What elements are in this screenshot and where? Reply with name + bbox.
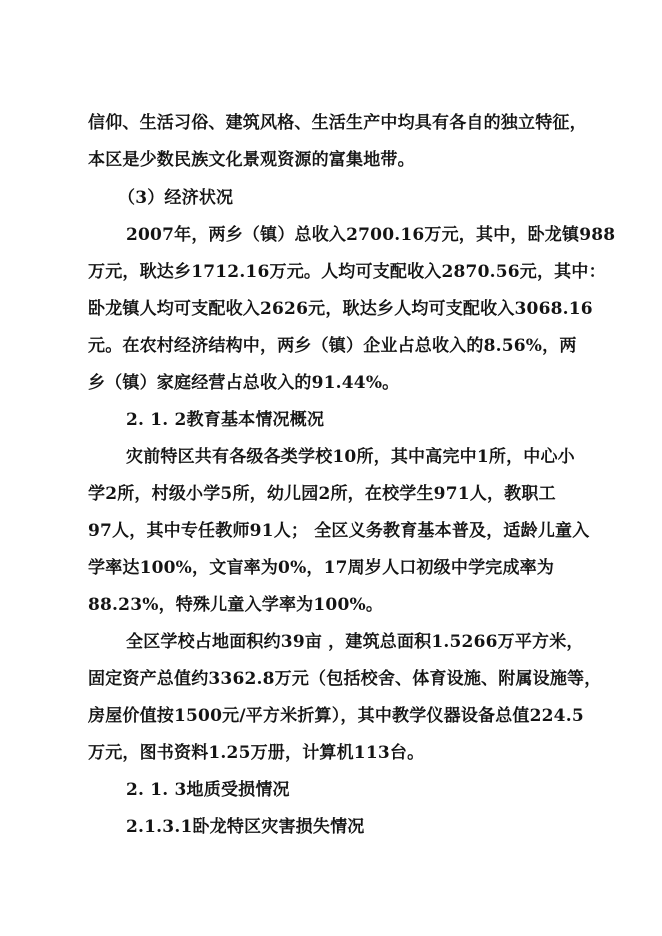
- text-line: 全区学校占地面积约39亩 ，建筑总面积1.5266万平方米，: [126, 632, 584, 652]
- text-line: 元。在农村经济结构中，两乡（镇）企业占总收入的8.56%，两: [88, 336, 577, 356]
- text-line: 88.23%，特殊儿童入学率为100%。: [88, 595, 384, 615]
- text-line: 2007年，两乡（镇）总收入2700.16万元，其中，卧龙镇988: [126, 225, 616, 245]
- section-heading: （3）经济状况: [118, 188, 234, 208]
- text-line: 信仰、生活习俗、建筑风格、生活生产中均具有各自的独立特征，: [88, 113, 587, 133]
- text-line: 灾前特区共有各级各类学校10所，其中高完中1所，中心小: [126, 447, 575, 467]
- text-line: 97人，其中专任教师91人； 全区义务教育基本普及，适龄儿童入: [88, 521, 590, 541]
- text-line: 卧龙镇人均可支配收入2626元，耿达乡人均可支配收入3068.16: [88, 299, 593, 319]
- section-heading: 2.1.3.1卧龙特区灾害损失情况: [126, 817, 365, 837]
- section-heading: 2. 1. 2教育基本情况概况: [126, 410, 325, 430]
- text-line: 固定资产总值约3362.8万元（包括校舍、体育设施、附属设施等，: [88, 669, 602, 689]
- text-line: 万元，图书资料1.25万册，计算机113台。: [88, 743, 425, 763]
- text-line: 乡（镇）家庭经营占总收入的91.44%。: [88, 373, 400, 393]
- section-heading: 2. 1. 3地质受损情况: [126, 780, 290, 800]
- text-line: 学2所，村级小学5所，幼儿园2所，在校学生971人，教职工: [88, 484, 556, 504]
- text-line: 本区是少数民族文化景观资源的富集地带。: [88, 150, 415, 170]
- text-line: 房屋价值按1500元/平方米折算），其中教学仪器设备总值224.5: [88, 706, 584, 726]
- text-line: 万元，耿达乡1712.16万元。人均可支配收入2870.56元，其中：: [88, 262, 606, 282]
- text-line: 学率达100%，文盲率为0%，17周岁人口初级中学完成率为: [88, 558, 555, 578]
